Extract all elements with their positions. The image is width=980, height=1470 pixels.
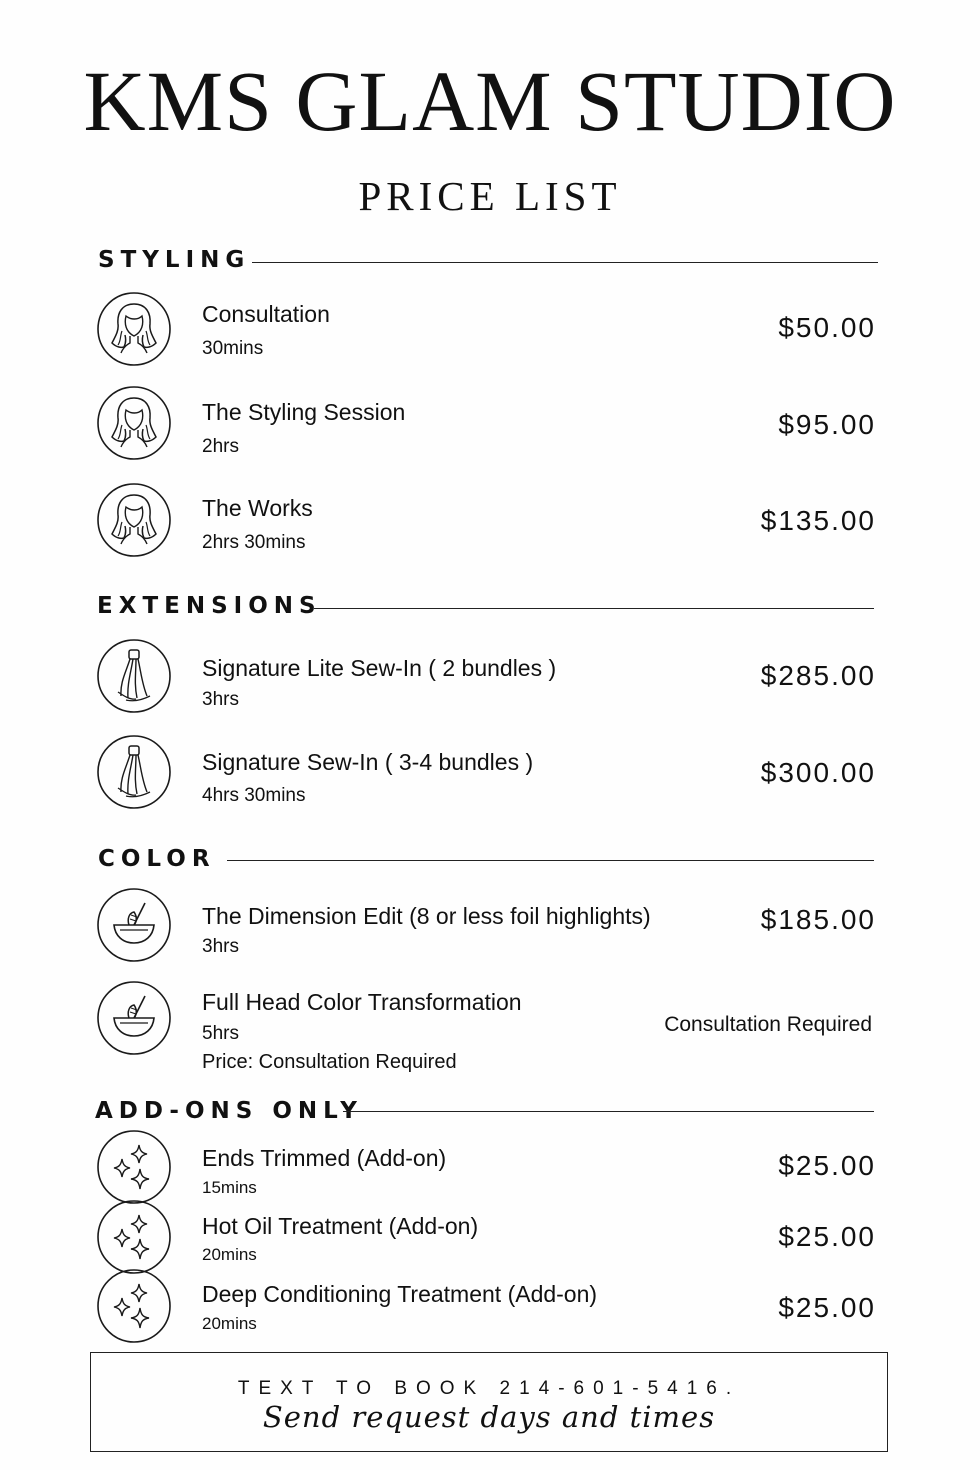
section-heading-color: COLOR (98, 846, 216, 872)
hair-woman-icon (96, 482, 172, 558)
service-name: Consultation (202, 301, 330, 327)
service-price: $25.00 (778, 1221, 876, 1252)
service-name: Hot Oil Treatment (Add-on) (202, 1213, 479, 1239)
hair-bundle-icon (96, 638, 172, 714)
hair-bundle-icon (96, 734, 172, 810)
section-heading-extensions: EXTENSIONS (97, 593, 322, 619)
color-bowl-brush-icon (96, 980, 172, 1056)
service-price: $285.00 (760, 660, 876, 691)
service-price: $25.00 (778, 1292, 876, 1323)
service-duration: 5hrs (202, 1023, 239, 1044)
service-name: Deep Conditioning Treatment (Add-on) (202, 1281, 598, 1307)
service-price: Consultation Required (664, 1013, 872, 1036)
sparkles-icon (96, 1268, 172, 1344)
service-name: Signature Lite Sew-In ( 2 bundles ) (202, 655, 557, 681)
service-duration: 2hrs (202, 436, 239, 457)
service-name: Signature Sew-In ( 3-4 bundles ) (202, 749, 534, 775)
service-duration: 3hrs (202, 689, 239, 710)
booking-phone-line: TEXT TO BOOK 214-601-5416. (237, 1378, 741, 1399)
service-price: $25.00 (778, 1150, 876, 1181)
service-name: The Styling Session (202, 399, 406, 425)
service-duration: 20mins (202, 1245, 257, 1264)
sparkles-icon (96, 1199, 172, 1275)
section-heading-add-ons: ADD-ONS ONLY (95, 1098, 363, 1124)
service-name: The Works (202, 495, 313, 521)
service-name: Full Head Color Transformation (202, 989, 522, 1015)
hair-woman-icon (96, 291, 172, 367)
service-name: Ends Trimmed (Add-on) (202, 1145, 447, 1171)
booking-box (90, 1352, 888, 1452)
page-title: KMS GLAM STUDIO (83, 53, 897, 149)
service-name: The Dimension Edit (8 or less foil highlights) (202, 903, 651, 929)
section-divider (314, 608, 874, 609)
service-duration: 30mins (202, 338, 264, 359)
service-price: $135.00 (760, 505, 876, 536)
service-duration: 4hrs 30mins (202, 785, 306, 806)
service-price-note: Price: Consultation Required (202, 1051, 457, 1073)
section-divider (343, 1111, 874, 1112)
service-price: $50.00 (778, 312, 876, 343)
section-heading-styling: STYLING (98, 247, 251, 273)
page-subtitle: PRICE LIST (358, 173, 622, 219)
service-duration: 3hrs (202, 936, 239, 957)
section-divider (227, 860, 874, 861)
booking-script-line: Send request days and times (262, 1400, 716, 1434)
service-duration: 20mins (202, 1314, 257, 1333)
service-price: $185.00 (760, 904, 876, 935)
service-price: $300.00 (760, 757, 876, 788)
service-duration: 2hrs 30mins (202, 532, 306, 553)
section-divider (252, 262, 878, 263)
hair-woman-icon (96, 385, 172, 461)
service-price: $95.00 (778, 409, 876, 440)
service-duration: 15mins (202, 1178, 257, 1197)
sparkles-icon (96, 1129, 172, 1205)
color-bowl-brush-icon (96, 887, 172, 963)
